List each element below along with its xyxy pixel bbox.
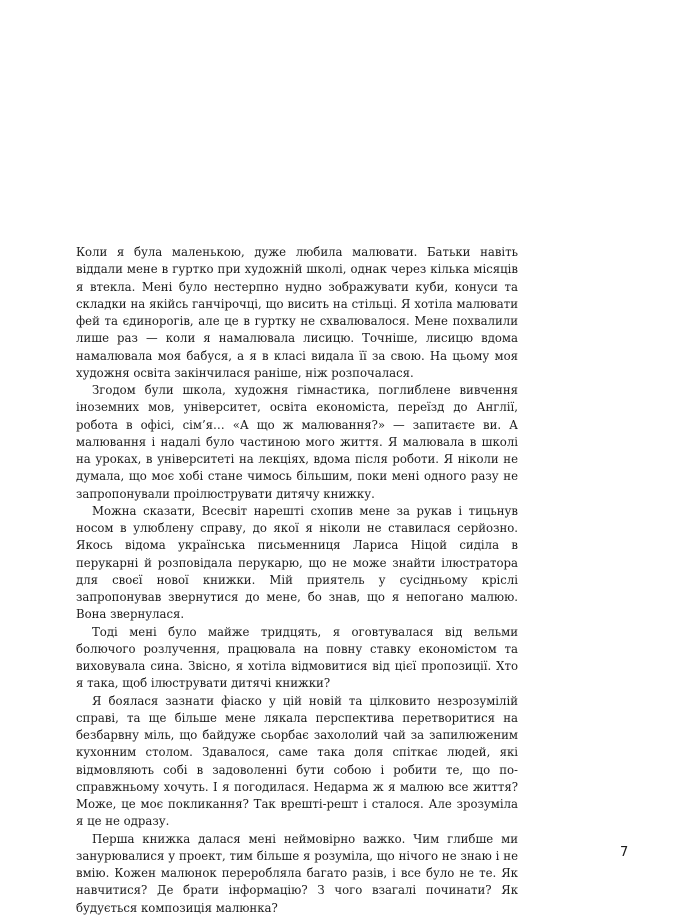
page-number: 7 bbox=[620, 845, 629, 860]
paragraph: Я боялася зазнати фіаско у цій новій та цілковито незрозумілій справі, та ще більше мене лякала перспектива перетворитися на безбарвну міль, що байдуже сьорбає захололий чай за запилюженим кухонним столом. Здавалося, саме така доля спіткає людей, які відмовляють собі в задоволенні бути собою і робити те, що по-справжньому хочуть. І я погодилася. Недарма ж я малюю все життя? Може, це моє покликання? Так врешті-решт і сталося. Але зрозуміла я це не одразу. bbox=[76, 693, 518, 829]
paragraph: Згодом були школа, художня гімнастика, поглиблене вивчення іноземних мов, університет, освіта економіста, переїзд до Англії, робота в офісі, сім’я… «А що ж малювання?» — запитаєте ви. А малювання і надалі було частиною мого життя. Я малювала в школі на уроках, в університеті на лекціях, вдома після роботи. Я ніколи не думала, що моє хобі стане чимось більшим, поки мені одного разу не запропонували проілюструвати дитячу книжку. bbox=[76, 383, 518, 501]
body-text bbox=[76, 244, 518, 917]
paragraph: Можна сказати, Всесвіт нарешті схопив мене за рукав і тицьнув носом в улюблену справу, до якої я ніколи не ставилася серйозно. Якось відома українська письменниця Лариса Ніцой сиділа в перукарні й розповідала перукарю, що не може знайти ілюстратора для своєї нової книжки. Мій приятель у сусідньому кріслі запропонував звернутися до мене, бо знав, що я непогано малюю. Вона звернулася. bbox=[76, 503, 518, 622]
paragraph: Тоді мені було майже тридцять, я оговтувалася від вельми болючого розлучення, працювала на повну ставку економістом та виховувала сина. Звісно, я хотіла відмовитися від цієї пропозиції. Хто я така, щоб ілюструвати дитячі книжки? bbox=[76, 624, 518, 691]
paragraph: Перша книжка далася мені неймовірно важко. Чим глибше ми занурювалися у проект, тим більше я розуміла, що нічого не знаю і не вмію. Кожен малюнок переробляла багато разів, і все було не те. Як навчитися? Де брати інформацію? З чого взагалі починати? Як будується композиція малюнка? bbox=[76, 831, 518, 915]
paragraph: Коли я була маленькою, дуже любила малювати. Батьки навіть віддали мене в гуртко при художній школі, однак через кілька місяців я втекла. Мені було нестерпно нудно зображувати куби, конуси та складки на якійсь ганчірочці, що висить на стільці. Я хотіла малювати фей та єдинорогів, але це в гуртку не схвалювалося. Мене похвалили лише раз — коли я намалювала лисицю. Точніше, лисицю вдома намалювала моя бабуся, а я в класі видала її за свою. На цьому моя художня освіта закінчилася раніше, ніж розпочалася. bbox=[76, 245, 518, 380]
